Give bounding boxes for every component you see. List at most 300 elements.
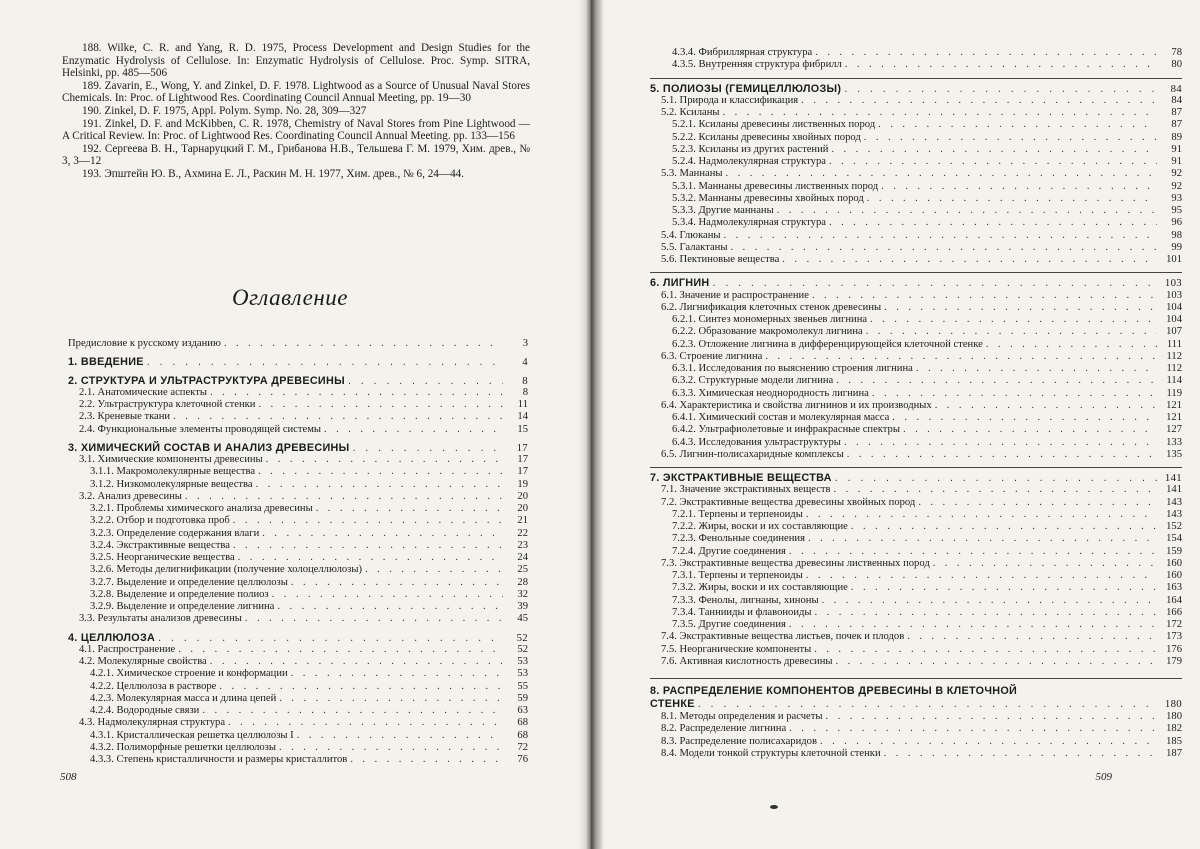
toc-entry [68,503,528,515]
toc-page-number: 159 [1166,545,1182,557]
toc-page-number: 143 [1166,508,1182,520]
toc-entry-title: 7.3.3. Фенолы, лигнаны, хиноны [672,594,819,606]
toc-entry [68,338,528,350]
toc-entry-title: 5.1. Природа и классификация [661,94,799,106]
toc-page-number: 172 [1166,619,1182,630]
toc-entry-title: 8.4. Модели тонкой структуры клеточной стенки [661,747,881,759]
leader-dots [835,472,1157,484]
leader-dots [233,540,503,552]
toc-page-number: 84 [1171,94,1182,106]
toc-entry-title: 4.3.1. Кристаллическая решетка целлюлозы I [90,729,294,741]
leader-dots [892,412,1157,424]
toc-page-number: 8 [522,386,528,398]
toc-entry [650,437,1182,449]
leader-dots [262,528,503,540]
toc-entry [650,748,1182,760]
toc-entry-title: 4.2.2. Целлюлоза в растворе [90,680,217,692]
toc-entry [650,302,1182,314]
toc-page-number: 141 [1164,472,1182,484]
toc-right-main [650,47,1182,668]
toc-entry-title: 5.3.3. Другие маннаны [672,205,774,216]
toc-page-number: 89 [1171,131,1182,143]
leader-dots [185,491,503,503]
toc-entry-title: 3.2.7. Выделение и определение целлюлозы [90,576,288,588]
toc-entry [650,546,1182,558]
toc-entry-title: 4.2.3. Молекулярная масса и длина цепей [90,692,277,704]
toc-chapter-8-line2: СТЕНКЕ [650,698,695,710]
toc-entry-title: 7.2.1. Терпены и терпеноиды [672,508,803,520]
toc-entry [650,254,1182,266]
toc-page-number: 163 [1166,582,1182,594]
page-number-right: 509 [1095,771,1112,783]
toc-page-number: 160 [1166,570,1182,581]
toc-entry-title: 3.3. Результаты анализов древесины [79,613,242,625]
toc-entry-title: 4.1. Распространение [79,643,176,655]
toc-entry-title: 5.3.4. Надмолекулярная структура [672,217,826,229]
leader-dots [806,570,1157,582]
leader-dots [258,399,503,411]
leader-dots [864,132,1157,144]
leader-dots [884,748,1157,760]
right-page [600,0,1200,849]
toc-entry [650,656,1182,668]
leader-dots [765,351,1157,363]
leader-dots [266,454,503,466]
leader-dots [867,193,1157,205]
toc-entry-title: 4.3.4. Фибриллярная структура [672,47,813,58]
toc-entry-title: 6.2.2. Образование макромолекул лигнина [672,326,863,338]
toc-entry-title: 7.2.2. Жиры, воски и их составляющие [672,521,848,532]
toc-entry [650,168,1182,180]
toc-entry [650,424,1182,436]
leader-dots [777,205,1157,217]
toc-page-number: 92 [1171,168,1182,180]
toc-entry-title: 3.2.3. Определение содержания влаги [90,527,260,539]
toc-page-number: 52 [516,631,528,644]
toc-entry [650,193,1182,205]
toc-chapter-8-line1: 8. РАСПРЕДЕЛЕНИЕ КОМПОНЕНТОВ ДРЕВЕСИНЫ В КЛЕТОЧНОЙ [650,685,1018,697]
toc-entry [650,521,1182,533]
leader-dots [903,424,1157,436]
toc-page-number: 39 [517,601,528,612]
reference-item: 191. Zinkel, D. F. and McKibben, C. R. 1978, Chemistry of Naval Stores from Pine Lightwood — A Critical Review. In: Proc. of Lightwood Res. Coordinating Council Annual Meeting. pp. 133—156 [62,117,530,143]
toc-entry [68,564,528,576]
toc-entry [68,479,528,491]
leader-dots [279,742,503,754]
toc-entry [650,119,1182,131]
toc-entry [68,644,528,656]
toc-entry-title: 7.3.5. Другие соединения [672,619,786,630]
leader-dots [178,644,503,656]
toc-entry-title: 3.1.2. Низкомолекулярные вещества [90,478,253,490]
toc-page-number: 180 [1166,711,1182,722]
toc-entry-title: 3.2. Анализ древесины [79,490,182,502]
toc-page-number: 80 [1171,59,1182,71]
leader-dots [872,388,1157,400]
toc-entry [650,449,1182,461]
toc-page-number: 121 [1166,399,1182,411]
toc-entry [650,181,1182,193]
toc-entry [650,144,1182,156]
toc-page-number: 103 [1166,289,1182,301]
toc-page-number: 17 [516,441,528,454]
leader-dots [713,277,1157,289]
toc-entry-title: 6.3. Строение лигнина [661,350,763,362]
toc-entry [650,619,1182,631]
toc-entry [650,582,1182,594]
leader-dots [851,521,1157,533]
toc-entry [650,484,1182,496]
toc-page-number: 3 [522,338,528,349]
toc-entry-title: 3.2.6. Методы делигнификации (получение холоцеллюлозы) [90,564,363,576]
toc-chapter-entry [68,375,528,387]
toc-page-number: 154 [1166,533,1182,545]
toc-entry-title: 7.3. Экстрактивные вещества древесины лиственных пород [661,557,930,569]
leader-dots [789,546,1157,558]
toc-right-column [650,47,1182,760]
toc-entry [650,59,1182,71]
leader-dots [789,619,1157,631]
toc-entry-title: Предисловие к русскому изданию [68,338,221,349]
leader-dots [808,533,1157,545]
leader-dots [238,552,503,564]
toc-entry-title: 7.3.4. Таннииды и флавоноиды [672,606,812,618]
toc-entry [68,491,528,503]
toc-page-number: 143 [1166,496,1182,508]
toc-entry-title: 6.4.1. Химический состав и молекулярная масса [672,412,890,423]
toc-entry-title: 6.2.3. Отложение лигнина в дифференцирующейся клеточной стенке [672,338,983,350]
toc-entry-title: 4.2.4. Водородные связи [90,705,200,716]
leader-dots [365,564,503,576]
toc-entry [68,601,528,613]
reference-item: 192. Сергеева В. Н., Тарнаруцкий Г. М., Грибанова Н.В., Тельшева Г. М. 1979, Хим. древ., № 3, 3—12 [62,142,530,168]
toc-entry-title: 3.2.8. Выделение и определение полиоз [90,588,269,600]
toc-entry [650,132,1182,144]
leader-dots [228,717,503,729]
leader-dots [350,754,503,766]
leader-dots [219,681,503,693]
toc-page-number: 152 [1166,521,1182,532]
toc-page-number: 104 [1166,301,1182,313]
toc-entry [650,497,1182,509]
toc-entry-title: 5.2.3. Ксиланы из других растений [672,143,829,155]
toc-page-number: 53 [517,668,528,680]
leader-dots [907,631,1157,643]
toc-entry [650,558,1182,570]
toc-page-number: 23 [517,539,528,551]
toc-page-number: 99 [1171,241,1182,253]
toc-entry [650,400,1182,412]
toc-entry [68,742,528,754]
toc-entry-title: 6.4.2. Ультрафиолетовые и инфракрасные спектры [672,424,900,436]
toc-entry [650,363,1182,375]
leader-dots [935,400,1157,412]
toc-entry-title: 2.1. Анатомические аспекты [79,386,207,398]
toc-entry [650,509,1182,521]
toc-page-number: 164 [1166,594,1182,606]
leader-dots [829,156,1157,168]
toc-page-number: 14 [517,411,528,423]
toc-page-number: 141 [1166,484,1182,496]
reference-item: 189. Zavarin, E., Wong, Y. and Zinkel, D. F. 1978. Lightwood as a Source of Unusual Naval Stores Chemicals. In: Proc. of Lightwood Res. Coordinating Council Annual Meeting, pp. 19—30 [62,79,530,105]
toc-page-number: 76 [517,754,528,765]
toc-entry-title: 4.3.2. Полиморфные решетки целлюлозы [90,741,276,753]
toc-entry [650,644,1182,656]
toc-page-number: 187 [1166,747,1182,759]
toc-entry-title: 6.3.1. Исследования по выяснению строения лигнина [672,363,913,374]
toc-page-number: 104 [1166,314,1182,325]
chapter-separator [650,272,1182,273]
toc-page-number: 179 [1166,655,1182,667]
left-page [0,0,580,849]
toc-entry-title: 5. ПОЛИОЗЫ (ГЕМИЦЕЛЛЮЛОЗЫ) [650,82,842,95]
leader-dots [826,711,1157,723]
leader-dots [210,656,503,668]
leader-dots [916,363,1157,375]
toc-entry-title: 3.2.2. Отбор и подготовка проб [90,515,230,527]
toc-entry [650,736,1182,748]
leader-dots [831,144,1157,156]
leader-dots [836,375,1157,387]
toc-entry-title: 3. ХИМИЧЕСКИЙ СОСТАВ И АНАЛИЗ ДРЕВЕСИНЫ [68,441,350,454]
toc-chapter-entry [650,472,1182,484]
toc-page-number: 20 [517,490,528,502]
leader-dots [272,589,503,601]
toc-right-tail [650,711,1182,760]
toc-page-number: 114 [1166,375,1182,387]
toc-entry-title: 7.2. Экстрактивные вещества древесины хвойных пород [661,496,916,508]
leader-dots [224,338,503,350]
toc-entry [68,552,528,564]
toc-entry-title: 2. СТРУКТУРА И УЛЬТРАСТРУКТУРА ДРЕВЕСИНЫ [68,374,345,387]
leader-dots [847,449,1157,461]
toc-entry [68,454,528,466]
toc-page-number: 96 [1171,217,1182,229]
leader-dots [829,217,1157,229]
leader-dots [845,59,1157,71]
toc-page-number: 91 [1171,143,1182,155]
toc-entry [68,730,528,742]
toc-entry-title: 3.1. Химические компоненты древесины [79,454,263,465]
leader-dots [256,479,503,491]
toc-entry-title: 2.2. Ультраструктура клеточной стенки [79,399,256,410]
toc-entry-title: 6.2.1. Синтез мономерных звеньев лигнина [672,314,868,325]
leader-dots [822,595,1157,607]
leader-dots [245,613,503,625]
toc-page-number: 20 [517,503,528,514]
toc-page-number: 45 [517,613,528,625]
toc-entry-title: 7.3.2. Жиры, воски и их составляющие [672,582,848,594]
toc-page-number: 84 [1170,82,1182,95]
toc-page-number: 55 [517,680,528,692]
toc-page-number: 24 [517,552,528,563]
toc-page-number: 111 [1166,338,1182,350]
toc-entry-title: 5.3.2. Маннаны древесины хвойных пород [672,192,864,204]
toc-page-number: 107 [1166,326,1182,338]
leader-dots [726,168,1158,180]
toc-entry [650,607,1182,619]
toc-page-number: 59 [517,692,528,704]
toc-entry-title: 7. ЭКСТРАКТИВНЫЕ ВЕЩЕСТВА [650,472,832,484]
toc-page-number: 72 [517,741,528,753]
print-speck [770,805,778,809]
toc-page-number: 119 [1166,387,1182,399]
toc-chapter-8 [650,685,1182,711]
toc-entry-title: 6.5. Лигнин-полисахаридные комплексы [661,448,844,460]
toc-page-number: 4 [522,356,528,369]
toc-entry [650,314,1182,326]
toc-entry-title: 5.2. Ксиланы [661,107,720,118]
leader-dots [724,230,1157,242]
toc-page-number: 53 [517,656,528,667]
leader-dots [291,668,503,680]
toc-page-number: 8 [522,374,528,387]
toc-entry-title: 3.1.1. Макромолекулярные вещества [90,466,256,478]
toc-page-number: 87 [1171,107,1182,118]
toc-title: Оглавление [231,285,348,310]
toc-page-number: 17 [517,466,528,478]
toc-page-number: 166 [1166,606,1182,618]
toc-page-number: 22 [517,527,528,539]
toc-entry [650,339,1182,351]
toc-entry-title: 5.3.1. Маннаны древесины лиственных пород [672,180,879,192]
leader-dots [789,723,1157,735]
leader-dots [316,503,503,515]
toc-page-number: 182 [1166,723,1182,735]
leader-dots [815,607,1157,619]
toc-entry [68,466,528,478]
toc-page-number: 135 [1166,448,1182,460]
leader-dots [324,424,503,436]
toc-page-number: 11 [517,399,528,410]
leader-dots [812,290,1157,302]
leader-dots [834,484,1157,496]
toc-left-column [68,338,528,766]
toc-entry-title: 7.4. Экстрактивные вещества листьев, почек и плодов [661,631,905,643]
leader-dots [835,656,1157,668]
leader-dots [233,515,503,527]
toc-entry [650,107,1182,119]
toc-entry-title: 5.2.4. Надмолекулярная структура [672,156,826,167]
toc-page-number: 112 [1166,350,1182,362]
toc-page-number: 93 [1171,192,1182,204]
toc-page-number: 25 [517,564,528,576]
toc-entry [650,47,1182,59]
toc-page-number: 19 [517,478,528,490]
toc-page-number: 103 [1164,277,1182,290]
toc-page-number: 92 [1171,180,1182,192]
reference-item: 190. Zinkel, D. F. 1975, Appl. Polym. Symp. No. 28, 309—327 [82,104,367,117]
toc-entry-title: 5.6. Пектиновые вещества [661,254,780,265]
toc-page-number: 17 [517,454,528,465]
toc-chapter-entry [68,632,528,644]
toc-entry-title: 4.2.1. Химическое строение и конформации [90,668,288,680]
leader-dots [291,577,503,589]
toc-entry-title: 7.2.4. Другие соединения [672,545,786,557]
toc-entry-title: 8.1. Методы определения и расчеты [661,711,823,722]
leader-dots [814,644,1157,656]
leader-dots [297,730,503,742]
toc-entry [68,693,528,705]
toc-page-number: 52 [517,643,528,655]
toc-entry [650,230,1182,242]
toc-entry [650,533,1182,545]
toc-entry [650,217,1182,229]
leader-dots [147,356,503,368]
toc-entry-title: 4.3. Надмолекулярная структура [79,717,226,729]
toc-page-number: 68 [517,729,528,741]
toc-entry-title: 5.3. Маннаны [661,168,723,180]
toc-entry-title: 6.4.3. Исследования ультраструктуры [672,436,841,448]
toc-entry [650,631,1182,643]
toc-entry [650,205,1182,217]
toc-page-number: 133 [1166,436,1182,448]
leader-dots [918,497,1157,509]
leader-dots [279,693,503,705]
toc-entry-title: 5.4. Глюканы [661,229,721,241]
leader-dots [277,601,503,613]
toc-entry-title: 2.4. Функциональные элементы проводящей системы [79,423,322,435]
leader-dots [878,119,1157,131]
toc-entry [68,668,528,680]
toc-page-number: 160 [1166,557,1182,569]
reference-item: 188. Wilke, C. R. and Yang, R. D. 1975, Process Development and Design Studies for the Enzymatic Hydrolysis of Cellulose. In: Enzymatic Hydrolysis of Cellulose. Proc. Symp. SITRA, Helsinki, pp. 485—506 [62,42,530,80]
toc-entry-title: 5.2.2. Ксиланы древесины хвойных пород [672,131,861,143]
toc-entry [650,95,1182,107]
toc-entry [650,412,1182,424]
toc-page-number: 98 [1171,229,1182,241]
leader-dots [844,437,1157,449]
toc-entry-title: 6. ЛИГНИН [650,277,710,290]
chapter-separator [650,78,1182,79]
toc-page-number: 185 [1166,735,1182,747]
toc-entry-title: 7.1. Значение экстрактивных веществ [661,484,831,496]
toc-chapter-entry [650,277,1182,289]
toc-entry [68,681,528,693]
toc-entry-title: 6.3.2. Структурные модели лигнина [672,375,834,387]
leader-dots [210,387,503,399]
toc-page-number: 121 [1166,412,1182,423]
toc-entry-title: 7.3.1. Терпены и терпеноиды [672,570,803,581]
page-number-left: 508 [60,771,77,783]
toc-entry-title: 8.2. Распределение лигнина [661,723,787,735]
toc-entry-title: 6.1. Значение и распространение [661,289,809,301]
toc-chapter-entry [68,356,528,368]
toc-entry [650,375,1182,387]
toc-page-number: 68 [517,717,528,729]
toc-page-number: 87 [1171,119,1182,131]
toc-entry [650,156,1182,168]
leader-dots [723,107,1158,119]
leader-dots [698,698,1157,711]
toc-entry-title: 6.4. Характеристика и свойства лигнинов и их производных [661,399,932,411]
toc-entry-title: 4.3.5. Внутренняя структура фибрилл [672,59,842,71]
toc-entry-title: 3.2.1. Проблемы химического анализа древесины [90,503,313,514]
toc-page-number: 180 [1164,698,1182,710]
reference-item: 193. Эпштейн Ю. В., Ахмина Е. Л., Раскин М. Н. 1977, Хим. древ., № 6, 24—44. [82,167,465,180]
leader-dots [820,736,1157,748]
toc-page-number: 21 [517,515,528,527]
toc-entry [650,723,1182,735]
toc-page-number: 91 [1171,156,1182,167]
leader-dots [158,632,503,644]
leader-dots [866,326,1157,338]
leader-dots [202,705,503,717]
toc-entry [68,589,528,601]
toc-page-number: 127 [1166,424,1182,436]
toc-entry-title: 6.2. Лигнификация клеточных стенок древесины [661,301,882,313]
toc-entry-title: 8.3. Распределение полисахаридов [661,735,817,747]
